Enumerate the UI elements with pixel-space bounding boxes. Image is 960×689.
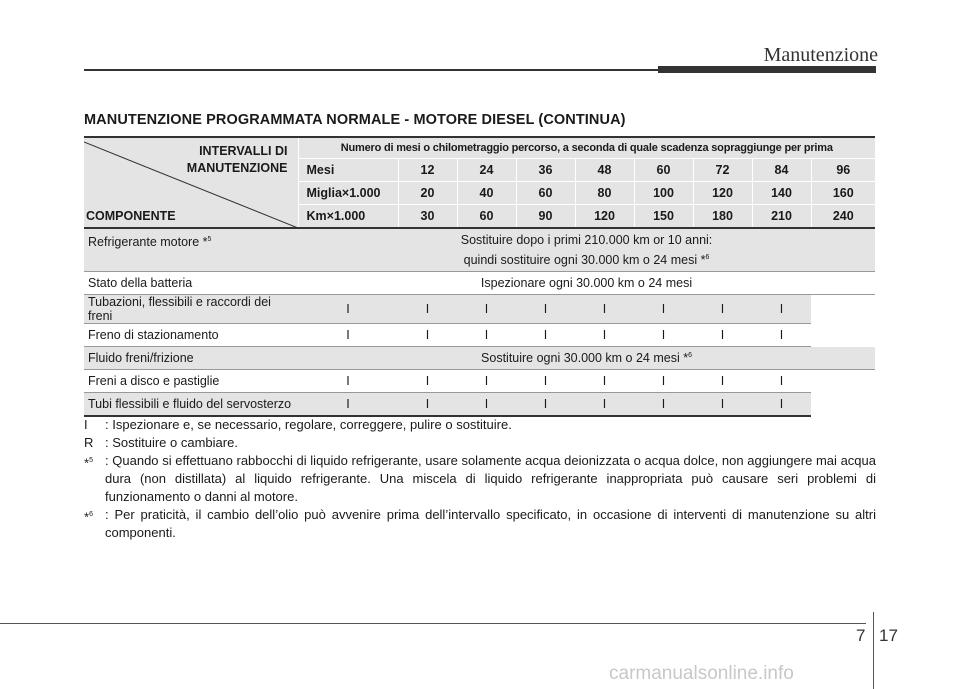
mark-cell: I: [634, 324, 693, 347]
footnote-ref: 6: [705, 253, 710, 261]
legend-note: [84, 452, 876, 506]
component-name: Tubazioni, flessibili e raccordi dei freni: [84, 295, 298, 324]
interval-value: 160: [811, 182, 875, 205]
table-row: [84, 347, 875, 370]
component-label: COMPONENTE: [86, 209, 176, 223]
table-row: [84, 393, 875, 417]
mark-cell: I: [752, 324, 811, 347]
intervals-label-line: INTERVALLI DI: [199, 144, 288, 158]
table-row: [84, 324, 875, 347]
interval-value: 30: [398, 205, 457, 229]
interval-value: 72: [693, 159, 752, 182]
footnote-ref: 6: [688, 351, 692, 359]
maintenance-instruction: [298, 347, 875, 370]
mark-cell: I: [752, 393, 811, 417]
note-key: I: [84, 417, 88, 432]
mark-cell: I: [634, 393, 693, 417]
maintenance-table: [84, 136, 875, 417]
component-name-text: Refrigerante motore *: [88, 235, 208, 249]
note-text: : Quando si effettuano rabbocchi di liquido refrigerante, usare solamente acqua deionizzata o acqua dolce, non aggiungere mai acqua dura (non distillata) al liquido refrigerante. Una miscela di liquido refrigerante inappropriata può causare seri problemi di funzionamento o danni al motore.: [105, 453, 876, 504]
interval-value: 120: [575, 205, 634, 229]
mark-cell: I: [457, 393, 516, 417]
interval-value: 140: [752, 182, 811, 205]
mark-cell: I: [693, 393, 752, 417]
mark-cell: I: [398, 370, 457, 393]
interval-value: 120: [693, 182, 752, 205]
mark-cell: I: [516, 393, 575, 417]
interval-value: 60: [457, 205, 516, 229]
legend-note: [84, 434, 876, 452]
mark-cell: I: [752, 295, 811, 324]
header-tab-bar: [658, 66, 876, 73]
interval-value: 180: [693, 205, 752, 229]
mark-cell: I: [298, 295, 398, 324]
component-name: Tubi flessibili e fluido del servosterzo: [84, 393, 298, 417]
interval-value: 100: [634, 182, 693, 205]
table-corner-header: [84, 137, 298, 228]
mark-cell: I: [516, 370, 575, 393]
mark-cell: I: [634, 370, 693, 393]
interval-value: 60: [634, 159, 693, 182]
note-key: *: [84, 509, 90, 525]
intervals-label-line: MANUTENZIONE: [186, 161, 288, 175]
note-key-wrap: [84, 506, 105, 542]
component-name: Fluido freni/frizione: [84, 347, 298, 370]
mark-cell: I: [398, 393, 457, 417]
page-number: 17: [879, 626, 898, 645]
interval-value: 96: [811, 159, 875, 182]
interval-value: 90: [516, 205, 575, 229]
instruction-text: Sostituire ogni 30.000 km o 24 mesi *: [481, 351, 689, 365]
mark-cell: I: [298, 393, 398, 417]
legend-note: [84, 506, 876, 542]
mark-cell: I: [457, 295, 516, 324]
instruction-line: Sostituire dopo i primi 210.000 km or 10 anni:: [460, 232, 713, 247]
note-text: : Per praticità, il cambio dell’olio può avvenire prima dell’intervallo specificato, in occasione di interventi di manutenzione su altri componenti.: [105, 507, 876, 540]
footnote-ref: 5: [89, 457, 93, 464]
mark-cell: I: [575, 393, 634, 417]
note-key: *: [84, 455, 90, 471]
interval-value: 24: [457, 159, 516, 182]
instruction-line-with-ref: [298, 249, 875, 269]
instruction-line: quindi sostituire ogni 30.000 km o 24 mesi *: [463, 253, 706, 268]
intervals-label: [187, 143, 288, 177]
table-row: [84, 228, 875, 272]
component-name: Stato della batteria: [84, 272, 298, 295]
mark-cell: I: [398, 295, 457, 324]
interval-value: 12: [398, 159, 457, 182]
mark-cell: I: [575, 295, 634, 324]
table-row: [84, 370, 875, 393]
interval-value: 80: [575, 182, 634, 205]
interval-value: 150: [634, 205, 693, 229]
interval-label: Km×1.000: [298, 205, 398, 229]
table-row: [84, 295, 875, 324]
note-key-wrap: [84, 452, 105, 506]
chapter-number: 7: [856, 626, 866, 645]
note-text: : Sostituire o cambiare.: [105, 435, 238, 450]
component-name: Freno di stazionamento: [84, 324, 298, 347]
mark-cell: I: [398, 324, 457, 347]
maintenance-instruction: Ispezionare ogni 30.000 km o 24 mesi: [298, 272, 875, 295]
footnote-ref: 5: [207, 235, 212, 243]
mark-cell: I: [457, 324, 516, 347]
mark-cell: I: [693, 324, 752, 347]
interval-value: 36: [516, 159, 575, 182]
mark-cell: I: [516, 324, 575, 347]
interval-value: 60: [516, 182, 575, 205]
component-name: [84, 228, 298, 272]
mark-cell: I: [298, 324, 398, 347]
table-row: [84, 272, 875, 295]
header-rule: [84, 69, 658, 71]
footer-rule: [0, 623, 866, 624]
page-title: MANUTENZIONE PROGRAMMATA NORMALE - MOTORE DIESEL (CONTINUA): [84, 112, 626, 128]
interval-value: 84: [752, 159, 811, 182]
interval-value: 48: [575, 159, 634, 182]
mark-cell: I: [693, 370, 752, 393]
section-title: Manutenzione: [763, 44, 878, 66]
interval-label: Mesi: [298, 159, 398, 182]
footnote-ref: 6: [89, 511, 93, 518]
legend-note: [84, 416, 876, 434]
mark-cell: I: [575, 324, 634, 347]
maintenance-instruction: [298, 228, 875, 272]
mark-cell: I: [575, 370, 634, 393]
note-key: R: [84, 435, 94, 450]
note-text: : Ispezionare e, se necessario, regolare, correggere, pulire o sostituire.: [105, 417, 512, 432]
mark-cell: I: [516, 295, 575, 324]
footer-divider: [873, 612, 874, 689]
interval-value: 240: [811, 205, 875, 229]
legend-notes: [84, 416, 876, 542]
interval-value: 40: [457, 182, 516, 205]
mark-cell: I: [298, 370, 398, 393]
interval-label: Miglia×1.000: [298, 182, 398, 205]
mark-cell: I: [634, 295, 693, 324]
interval-note-header: Numero di mesi o chilometraggio percorso, a seconda di quale scadenza sopraggiunge per prima: [298, 137, 875, 159]
interval-value: 20: [398, 182, 457, 205]
watermark-text: carmanualsonline.info: [609, 663, 794, 684]
mark-cell: I: [752, 370, 811, 393]
interval-value: 210: [752, 205, 811, 229]
mark-cell: I: [457, 370, 516, 393]
component-name: Freni a disco e pastiglie: [84, 370, 298, 393]
mark-cell: I: [693, 295, 752, 324]
